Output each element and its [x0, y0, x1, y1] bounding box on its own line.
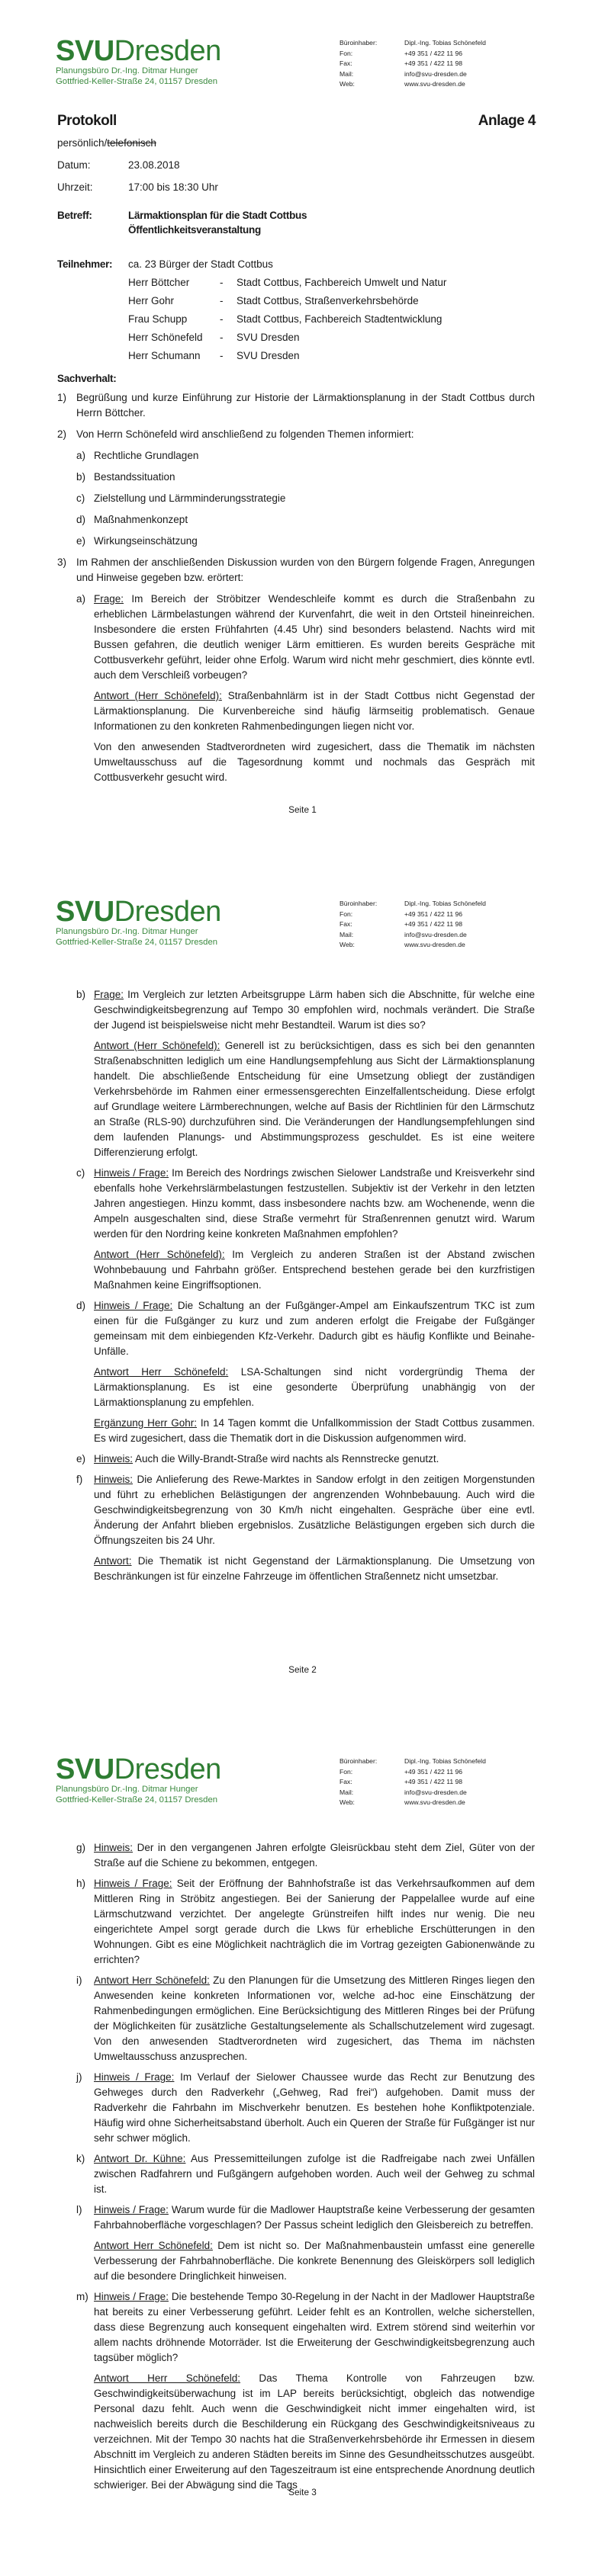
company-logo — [56, 37, 221, 87]
contact-label: Mail: — [340, 69, 354, 78]
entry-text: Warum wurde für die Madlower Hauptstraße keine Verbesserung der gesamten Fahrbahnoberfläche vorgeschlagen? Der Passus scheint lediglich den Gleisbereich zu betreffen. — [94, 2204, 535, 2231]
topic-list — [57, 448, 535, 549]
discussion-a — [57, 592, 535, 791]
date-row — [57, 159, 535, 171]
entry-text: Dem ist nicht so. Der Maßnahmenbaustein umfasst eine generelle Verbesserung der Fahrbahnoberfläche. Die konkrete Benennung des Gleiskörpers soll lediglich auf die besondere Dringlichkeit hinweisen. — [94, 2240, 535, 2282]
time-row — [57, 181, 535, 193]
entry-text: Zu den Planungen für die Umsetzung des Mittleren Ringes liegen den Anwesenden keine konkreten Informationen vor, welche ad-hoc eine Einschätzung der Rahmenbedingungen ermöglichen. Eine Berücksichtigung des Mittleren Ringes bei der Prüfung der Möglichkeiten für zusätzliche Gestaltungselemente als Schallschutzelement wird zugesagt. Von den anwesenden Stadtverordneten wird zugesichert, das Thema im nächsten Umweltausschuss anzusprechen. — [94, 1975, 535, 2062]
participant-dash: - — [220, 350, 224, 361]
entry-text: Die Thematik ist nicht Gegenstand der Lärmaktionsplanung. Die Umsetzung von Beschränkungen ist für einzelne Fahrzeuge im öffentlichen Straßennetz nicht umsetzbar. — [94, 1555, 535, 1582]
discussion-c — [57, 1166, 535, 1298]
entry-letter: b) — [76, 989, 86, 1000]
letterhead — [56, 1755, 552, 1808]
entry-label: Hinweis: — [94, 1453, 134, 1464]
mode-active: persönlich/ — [57, 137, 108, 149]
participant-dash: - — [220, 313, 224, 325]
item-3 — [57, 555, 535, 585]
mode-struck: telefonisch — [107, 137, 156, 149]
item-2 — [57, 427, 535, 442]
contact-label: Büroinhaber: — [340, 39, 378, 47]
item-1 — [57, 390, 535, 421]
entry-letter: e) — [76, 1453, 86, 1464]
logo-dresden: Dresden — [114, 1753, 221, 1785]
contact-value: +49 351 / 422 11 98 — [404, 59, 463, 68]
title-row — [57, 113, 535, 130]
entry-letter: a) — [76, 593, 86, 605]
entry-text: Im Bereich des Nordrings zwischen Sielower Landstraße und Kreisverkehr sind ebenfalls hohe Verkehrslärmbelastungen festzustellen. Subjektiv ist der Verkehr in den letzten Jahren angestiegen. Hinzu kommt, dass insbesondere nachts bzw. am Wochenende, wenn die Ampeln ausgeschalten sind, diese Straße vermehrt für Straßenrennen genutzt wird. Warum werden für den Nordring keine konkreten Maßnahmen empfohlen? — [94, 1167, 535, 1240]
contact-label: Web: — [340, 80, 355, 88]
entry-text: Im Vergleich zur letzten Arbeitsgruppe Lärm haben sich die Abschnitte, für welche eine Geschwindigkeitsbegrenzung auf Tempo 30 empfohlen wird, nochmals verändert. Die Straße der Jugend ist beispielsweise nicht mehr Bestandteil. Warum ist dies so? — [94, 989, 535, 1031]
contact-label: Fax: — [340, 1778, 352, 1786]
entry-text: Im Verlauf der Sielower Chaussee wurde das Recht zur Benutzung des Gehweges durch den Radverkehr („Gehweg, Rad frei“) aufgehoben. Damit muss der Radverkehr die Fahrbahn im Mischverkehr benutzen. Es bestehen hohe Konfliktpotenziale. Häufig wird ohne Sicherheitsabstand überholt. Auch ein Queren der Straße für Fußgänger ist nur sehr schwer möglich. — [94, 2071, 535, 2144]
subject-label: Betreff: — [57, 210, 92, 221]
entry-text: Die Schaltung an der Fußgänger-Ampel am Einkaufszentrum TKC ist zum einen für die Fußgänger zu kurz und zum anderen erfolgt die Freigabe der Fußgänger gemeinsam mit dem einbiegenden Kfz-Verkehr. Dadurch gibt es häufig Konflikte und Beinahe-Unfälle. — [94, 1300, 535, 1357]
item-number: 3) — [57, 557, 67, 568]
company-address: Gottfried-Keller-Straße 24, 01157 Dresden — [56, 1795, 218, 1804]
entry-text: Von den anwesenden Stadtverordneten wird zugesichert, dass die Thematik im nächsten Umweltausschuss auf die Tagesordnung kommt und nochmals das Gespräch mit Cottbusverkehr gesucht wird. — [94, 741, 535, 783]
contact-value: info@svu-dresden.de — [404, 1788, 467, 1796]
entry-label: Antwort Herr Schönefeld: — [94, 2372, 241, 2384]
topic-letter: a) — [76, 450, 86, 461]
contact-block — [340, 899, 486, 951]
participant-org: SVU Dresden — [237, 332, 300, 343]
discussion-j — [57, 2070, 535, 2151]
entry-text: Die Anlieferung des Rewe-Marktes in Sandow erfolgt in den zeitigen Morgenstunden und führt zu erheblichen Belästigungen der angrenzenden Wohnbebauung. Auch wird die Geschwindigkeitsbegrenzung von 30 Km/h nicht eingehalten. Gespräche über eine evtl. Änderung der Anfahrt blieben ergebnislos. Zusätzliche Belästigungen ergeben sich durch die Öffnungszeiten bis 24 Uhr. — [94, 1474, 535, 1546]
entry-label: Hinweis / Frage: — [94, 2071, 175, 2083]
date-label: Datum: — [57, 159, 91, 171]
time-label: Uhrzeit: — [57, 181, 93, 193]
contact-label: Fax: — [340, 920, 352, 929]
topic-letter: e) — [76, 535, 86, 547]
entry-text: Aus Pressemitteilungen zufolge ist die Radfreigabe nach zwei Unfällen zwischen Radfahrern und Fußgängern aufgehoben worden. Auch weil der Gehweg zu schmal ist. — [94, 2153, 535, 2195]
item-text: Begrüßung und kurze Einführung zur Historie der Lärmaktionsplanung in der Stadt Cottbus durch Herrn Böttcher. — [76, 392, 535, 419]
entry-letter: m) — [76, 2291, 88, 2302]
contact-label: Büroinhaber: — [340, 1757, 378, 1765]
contact-value: +49 351 / 422 11 96 — [404, 49, 463, 57]
entry-text: LSA-Schaltungen sind nicht vordergründig Thema der Lärmaktionsplanung. Es ist eine gesonderte Überprüfung unabhängig von der Lärmaktionsplanung zu empfehlen. — [94, 1366, 535, 1408]
contact-label: Fon: — [340, 1767, 353, 1776]
participants-label: Teilnehmer: — [57, 258, 113, 270]
discussion-m — [57, 2289, 535, 2498]
date-value: 23.08.2018 — [128, 159, 180, 171]
entry-label: Hinweis / Frage: — [94, 1167, 169, 1179]
entry-label: Ergänzung Herr Gohr: — [94, 1417, 198, 1429]
logo-svu: SVU — [56, 35, 114, 67]
subject-line-2: Öffentlichkeitsveranstaltung — [128, 224, 261, 236]
participant-name: Herr Schönefeld — [128, 332, 203, 343]
discussion-e — [57, 1452, 535, 1472]
meeting-mode — [57, 137, 535, 149]
discussion-k — [57, 2151, 535, 2202]
participant-row — [128, 332, 300, 343]
letterhead — [56, 37, 552, 90]
participant-name: Frau Schupp — [128, 313, 188, 325]
time-value: 17:00 bis 18:30 Uhr — [128, 181, 218, 193]
contact-value: www.svu-dresden.de — [404, 1798, 465, 1807]
topic-text: Zielstellung und Lärmminderungsstrategie — [94, 492, 286, 504]
entry-label: Hinweis: — [94, 1474, 134, 1485]
contact-value: +49 351 / 422 11 98 — [404, 920, 463, 929]
topic-letter: d) — [76, 514, 86, 525]
entry-text: Seit der Eröffnung der Bahnhofstraße ist das Verkehrsaufkommen auf dem Mittleren Ring in Ströbitz angestiegen. Bei der Sanierung der Pappelallee wurde auf eine Lärmschutzwand verzichtet. Der angelegte Grünstreifen hilft indes nur wenig. Die neu eingerichtete Ampel sorgt gerade durch die Lkws für erhebliche Erschütterungen in den Wohnungen. Gibt es eine Möglichkeit nachträglich die im Vortrag gezeigten Gabionenwände zu errichten? — [94, 1878, 535, 1965]
contact-value: info@svu-dresden.de — [404, 930, 467, 938]
page-number: Seite 1 — [288, 804, 317, 815]
logo-svu: SVU — [56, 896, 114, 928]
contact-value: www.svu-dresden.de — [404, 80, 465, 88]
entry-letter: g) — [76, 1842, 86, 1853]
entry-text: Auch die Willy-Brandt-Straße wird nachts als Rennstrecke genutzt. — [133, 1453, 439, 1464]
item-number: 2) — [57, 428, 67, 440]
contact-label: Web: — [340, 941, 355, 949]
topic-text: Maßnahmenkonzept — [94, 514, 188, 525]
entry-letter: j) — [76, 2071, 82, 2083]
entry-label: Antwort Herr Schönefeld: — [94, 1975, 210, 1986]
entry-letter: c) — [76, 1167, 85, 1179]
entry-label: Antwort Herr Schönefeld: — [94, 2240, 213, 2251]
contact-label: Mail: — [340, 930, 354, 938]
item-text: Im Rahmen der anschließenden Diskussion wurden von den Bürgern folgende Fragen, Anregungen und Hinweise gegeben bzw. erörtert: — [76, 557, 535, 583]
entry-label: Frage: — [94, 593, 124, 605]
topic-item — [76, 491, 535, 506]
entry-letter: k) — [76, 2153, 85, 2164]
item-text: Von Herrn Schönefeld wird anschließend zu folgenden Themen informiert: — [76, 428, 414, 440]
participant-name: Herr Gohr — [128, 295, 175, 306]
entry-text: Der in den vergangenen Jahren erfolgte Gleisrückbau steht dem Ziel, Güter von der Straße auf die Schiene zu bekommen, entgegen. — [94, 1842, 535, 1869]
contact-value: +49 351 / 422 11 96 — [404, 1767, 463, 1776]
company-subtitle: Planungsbüro Dr.-Ing. Ditmar Hunger — [56, 1785, 198, 1794]
contact-value: info@svu-dresden.de — [404, 69, 467, 78]
entry-text: Im Bereich der Ströbitzer Wendeschleife kommt es durch die Straßenbahn zu erheblichen Lärmbelastungen während der Kurvenfahrt, die weit in den Ortsteil hineinreichen. Insbesondere die ersten Frühfahrten (4.45 Uhr) sind besonders belastend. Nachts wird mit Bussen gefahren, die deutlich weniger Lärm emittieren. Es wurden bereits Gespräche mit Cottbusverkehr geführt, leider ohne Erfolg. Warum wird nicht mehr geschmiert, dies könnte evtl. auch dem Verschleiß vorbeugen? — [94, 593, 535, 681]
contact-block — [340, 38, 486, 90]
discussion-b — [57, 987, 535, 1166]
entry-letter: l) — [76, 2204, 82, 2215]
page-number: Seite 2 — [288, 1664, 317, 1675]
subject-line-1: Lärmaktionsplan für die Stadt Cottbus — [128, 210, 307, 221]
participant-name: Herr Schumann — [128, 350, 201, 361]
logo-dresden: Dresden — [114, 896, 221, 928]
contact-value: +49 351 / 422 11 98 — [404, 1778, 463, 1786]
topic-letter: c) — [76, 492, 85, 504]
company-logo — [56, 897, 221, 948]
entry-label: Antwort (Herr Schönefeld): — [94, 1040, 220, 1051]
participant-dash: - — [220, 277, 224, 288]
discussion-g — [57, 1840, 535, 1876]
entry-text: In 14 Tagen kommt die Unfallkommission der Stadt Cottbus zusammen. Es wird zugesichert, dass die Thematik dort in die Diskussion aufgenommen wird. — [94, 1417, 536, 1444]
topic-text: Rechtliche Grundlagen — [94, 450, 199, 461]
contact-value: +49 351 / 422 11 96 — [404, 909, 463, 918]
topic-item — [76, 534, 535, 549]
participant-row — [128, 350, 300, 361]
entry-letter: f) — [76, 1474, 83, 1485]
entry-text: Die bestehende Tempo 30-Regelung in der Nacht in der Madlower Hauptstraße hat bereits zu einer Verbesserung geführt. Leider fehlt es an Kontrollen, welche sicherstellen, dass diese Begrenzung auch konsequent eingehalten wird. Extrem störend sind weiterhin vor allem nachts dröhnende Motorräder. Ist die Erweiterung der Geschwindigkeitsbegrenzung auch tagsüber möglich? — [94, 2291, 535, 2363]
participants-intro: ca. 23 Bürger der Stadt Cottbus — [128, 258, 273, 270]
participants-block — [57, 258, 535, 368]
topic-text: Wirkungseinschätzung — [94, 535, 198, 547]
discussion-h — [57, 1876, 535, 1973]
logo-dresden: Dresden — [114, 35, 221, 67]
page-number: Seite 3 — [288, 2487, 317, 2497]
entry-label: Antwort Herr Schönefeld: — [94, 1366, 229, 1378]
contact-value: Dipl.-Ing. Tobias Schönefeld — [404, 1757, 486, 1765]
contact-block — [340, 1756, 486, 1808]
contact-label: Fon: — [340, 909, 353, 918]
topic-item — [76, 512, 535, 528]
item-number: 1) — [57, 392, 67, 403]
entry-letter: d) — [76, 1300, 86, 1311]
entry-text: Im Vergleich zu anderen Straßen ist der Abstand zwischen Wohnbebauung und Fahrbahn größer. Entsprechend bestehen gerade bei den kurzfristigen Maßnahmen keine Eingriffsoptionen. — [94, 1249, 535, 1291]
discussion-d — [57, 1298, 535, 1452]
entry-label: Frage: — [94, 989, 124, 1000]
company-subtitle: Planungsbüro Dr.-Ing. Ditmar Hunger — [56, 927, 198, 936]
section-heading: Sachverhalt: — [57, 373, 117, 384]
participant-dash: - — [220, 332, 224, 343]
subject-row — [57, 210, 535, 236]
participant-org: Stadt Cottbus, Fachbereich Stadtentwicklung — [237, 313, 442, 325]
entry-text: Das Thema Kontrolle von Fahrzeugen bzw. Geschwindigkeitsüberwachung ist im LAP bereits berücksichtigt, obgleich das notwendige Personal dazu fehlt. Auch wenn die Geschwindigkeit nicht immer eingehalten wird, ist nachweislich bereits durch die Beschilderung ein Rückgang des Geschwindigkeitsniveaus zu verzeichnen. Mit der Tempo 30 nachts hat die Straßenverkehrsbehörde ihr Ermessen in diesem Abschnitt im Vergleich zu anderen Städten bereits im Sinne des Gesundheitsschutzes ausgeübt. Hinsichtlich einer Erweiterung auf den Tageszeitraum ist eine entsprechende Anordnung deutlich schwieriger. Bei der Abwägung sind die Tags — [94, 2372, 535, 2491]
discussion-i — [57, 1973, 535, 2070]
company-logo — [56, 1755, 221, 1805]
entry-text: Straßenbahnlärm ist in der Stadt Cottbus nicht Gegenstad der Lärmaktionsplanung. Die Kurvenbereiche sind häufig lärmseitig problematisch. Genaue Informationen zu den konkreten Rahmenbedingungen liegen nicht vor. — [94, 690, 536, 732]
participant-org: SVU Dresden — [237, 350, 300, 361]
page-2-content — [57, 987, 535, 1590]
contact-value: www.svu-dresden.de — [404, 941, 465, 949]
annex-label: Anlage 4 — [478, 113, 536, 129]
company-address: Gottfried-Keller-Straße 24, 01157 Dresden — [56, 938, 218, 947]
company-address: Gottfried-Keller-Straße 24, 01157 Dresden — [56, 77, 218, 86]
contact-label: Fon: — [340, 49, 353, 57]
topic-item — [76, 448, 535, 464]
page-1-content — [57, 113, 535, 791]
page-3-content — [57, 1840, 535, 2498]
contact-label: Fax: — [340, 59, 352, 68]
participant-row — [128, 295, 419, 306]
company-subtitle: Planungsbüro Dr.-Ing. Ditmar Hunger — [56, 66, 198, 75]
entry-label: Hinweis: — [94, 1842, 134, 1853]
entry-label: Antwort (Herr Schönefeld): — [94, 690, 222, 701]
page-title: Protokoll — [57, 113, 117, 129]
participant-row — [128, 277, 446, 288]
entry-label: Hinweis / Frage: — [94, 1300, 173, 1311]
logo-svu: SVU — [56, 1753, 114, 1785]
contact-label: Web: — [340, 1798, 355, 1807]
contact-label: Büroinhaber: — [340, 900, 378, 907]
participant-name: Herr Böttcher — [128, 277, 190, 288]
discussion-f — [57, 1472, 535, 1590]
entry-letter: i) — [76, 1975, 82, 1986]
participant-dash: - — [220, 295, 224, 306]
page-2 — [0, 859, 605, 1718]
participant-org: Stadt Cottbus, Straßenverkehrsbehörde — [237, 295, 419, 306]
topic-letter: b) — [76, 471, 86, 483]
contact-value: Dipl.-Ing. Tobias Schönefeld — [404, 39, 486, 47]
participant-row — [128, 313, 442, 325]
letterhead — [56, 897, 552, 951]
contact-label: Mail: — [340, 1788, 354, 1796]
entry-letter: h) — [76, 1878, 86, 1889]
page-3 — [0, 1718, 605, 2576]
entry-label: Antwort (Herr Schönefeld): — [94, 1249, 225, 1260]
discussion-l — [57, 2202, 535, 2289]
page-1 — [0, 0, 605, 859]
entry-text: Generell ist zu berücksichtigen, dass es sich bei den genannten Straßenabschnitten lediglich um eine Handlungsempfehlung aus Sicht der Lärmaktionsplanung handelt. Die abschließende Entscheidung für eine Umsetzung obliegt der zuständigen Verkehrsbehörde im Rahmen einer ermessensgerechten Einzelfallentscheidung. Diese erfolgt auf Grundlage weitere Lärmberechnungen, welche auf Basis der Richtlinien für den Lärmschutz an Straße (RLS-90) durchzuführen sind. Die Veränderungen der Handlungsempfehlungen sind dem laufenden Planungs- und Abstimmungsprozess geschuldet. Es ist eine weitere Differenzierung erfolgt. — [94, 1040, 536, 1158]
topic-item — [76, 470, 535, 485]
entry-label: Hinweis / Frage: — [94, 1878, 172, 1889]
participant-org: Stadt Cottbus, Fachbereich Umwelt und Natur — [237, 277, 447, 288]
contact-value: Dipl.-Ing. Tobias Schönefeld — [404, 900, 486, 907]
entry-label: Hinweis / Frage: — [94, 2204, 169, 2215]
entry-label: Hinweis / Frage: — [94, 2291, 169, 2302]
entry-label: Antwort Dr. Kühne: — [94, 2153, 186, 2164]
topic-text: Bestandssituation — [94, 471, 175, 483]
entry-label: Antwort: — [94, 1555, 132, 1567]
